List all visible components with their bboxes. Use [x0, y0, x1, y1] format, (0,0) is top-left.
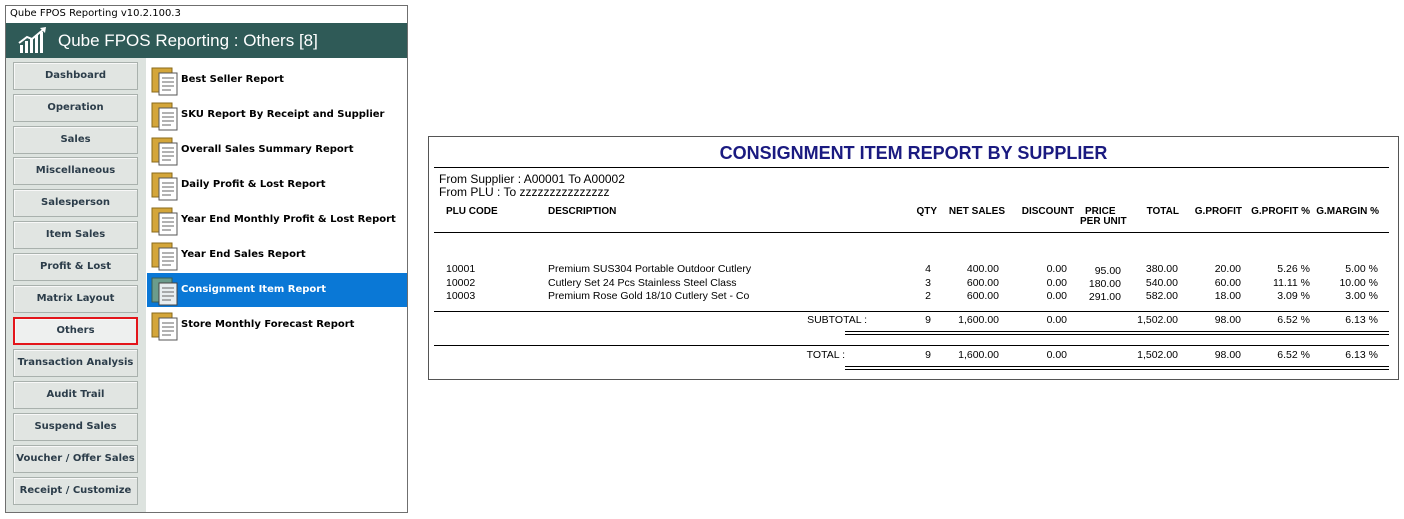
- cell-description: Premium Rose Gold 18/10 Cutlery Set - Co: [548, 290, 750, 302]
- sidebar-item-audit-trail[interactable]: Audit Trail: [13, 381, 138, 409]
- col-discount: DISCOUNT: [1021, 206, 1074, 217]
- report-item-consignment-item[interactable]: [147, 273, 407, 307]
- sidebar-item-receipt-customize[interactable]: Receipt / Customize: [13, 477, 138, 505]
- sidebar-item-voucher-offer-sales[interactable]: Voucher / Offer Sales: [13, 445, 138, 473]
- report-label: Consignment Item Report: [181, 284, 326, 295]
- report-document-icon: [151, 276, 179, 306]
- sidebar-item-sales[interactable]: Sales: [13, 126, 138, 154]
- cell-gmargin-pct: 3.00 %: [1345, 290, 1378, 302]
- subtotal-gprofit: 98.00: [1214, 314, 1241, 326]
- cell-total: 540.00: [1145, 277, 1178, 289]
- report-preview: [428, 136, 1399, 380]
- filter-supplier: From Supplier : A00001 To A00002: [439, 172, 625, 186]
- subtotal-discount: 0.00: [1046, 314, 1067, 326]
- sidebar-item-others[interactable]: Others: [13, 317, 138, 345]
- report-list: [147, 58, 407, 512]
- report-label: SKU Report By Receipt and Supplier: [181, 109, 385, 120]
- subtotal-double-rule-1: [845, 331, 1389, 332]
- col-plu-code: PLU CODE: [446, 206, 498, 217]
- report-item-daily-profit-lost[interactable]: [147, 168, 407, 202]
- title-divider: [434, 167, 1389, 168]
- total-qty: 9: [925, 349, 931, 361]
- sidebar-item-suspend-sales[interactable]: Suspend Sales: [13, 413, 138, 441]
- cell-description: Premium SUS304 Portable Outdoor Cutlery: [548, 263, 752, 275]
- col-gmargin-pct: G.MARGIN %: [1316, 206, 1379, 217]
- report-title: CONSIGNMENT ITEM REPORT BY SUPPLIER: [719, 143, 1108, 163]
- cell-gprofit: 60.00: [1214, 277, 1241, 289]
- total-gprofit: 98.00: [1214, 349, 1241, 361]
- total-gmargin-pct: 6.13 %: [1345, 349, 1378, 361]
- subtotal-qty: 9: [925, 314, 931, 326]
- col-price-per-unit: PER UNIT: [1080, 216, 1127, 227]
- page-title: Qube FPOS Reporting : Others [8]: [58, 31, 318, 50]
- cell-discount: 0.00: [1046, 290, 1067, 302]
- cell-plu: 10002: [446, 277, 476, 289]
- report-item-store-monthly-forecast[interactable]: [147, 308, 407, 342]
- cell-gmargin-pct: 10.00 %: [1339, 277, 1378, 289]
- total-gprofit-pct: 6.52 %: [1277, 349, 1310, 361]
- report-document-icon: [151, 66, 179, 96]
- col-net-sales: NET SALES: [948, 206, 1005, 217]
- sidebar-item-dashboard[interactable]: Dashboard: [13, 62, 138, 90]
- total-double-rule-1: [845, 366, 1389, 367]
- subtotal-label: SUBTOTAL :: [807, 314, 867, 326]
- report-label: Year End Monthly Profit & Lost Report: [181, 214, 396, 225]
- report-item-overall-sales-summary[interactable]: [147, 133, 407, 167]
- sidebar-item-operation[interactable]: Operation: [13, 94, 138, 122]
- report-label: Daily Profit & Lost Report: [181, 179, 326, 190]
- cell-net-sales: 600.00: [966, 277, 999, 289]
- report-document-icon: [151, 206, 179, 236]
- col-gprofit: G.PROFIT: [1194, 206, 1242, 217]
- sidebar: [6, 58, 146, 512]
- cell-price: 180.00: [1088, 278, 1121, 290]
- sidebar-item-profit-lost[interactable]: Profit & Lost: [13, 253, 138, 281]
- report-document-icon: [151, 241, 179, 271]
- subtotal-gmargin-pct: 6.13 %: [1345, 314, 1378, 326]
- report-document-icon: [151, 311, 179, 341]
- sidebar-item-matrix-layout[interactable]: Matrix Layout: [13, 285, 138, 313]
- cell-discount: 0.00: [1046, 277, 1067, 289]
- total-total: 1,502.00: [1137, 349, 1178, 361]
- cell-discount: 0.00: [1046, 263, 1067, 275]
- cell-gprofit: 20.00: [1214, 263, 1241, 275]
- subtotal-total: 1,502.00: [1137, 314, 1178, 326]
- col-qty: QTY: [916, 206, 937, 217]
- total-discount: 0.00: [1046, 349, 1067, 361]
- cell-gprofit-pct: 11.11 %: [1273, 277, 1310, 289]
- report-label: Store Monthly Forecast Report: [181, 319, 355, 330]
- cell-qty: 4: [925, 263, 931, 275]
- cell-price: 291.00: [1088, 291, 1121, 303]
- report-document-icon: [151, 136, 179, 166]
- col-price: PRICE: [1085, 206, 1116, 217]
- cell-gprofit: 18.00: [1214, 290, 1241, 302]
- col-total: TOTAL: [1146, 206, 1179, 217]
- report-item-best-seller[interactable]: [147, 63, 407, 97]
- report-item-sku-receipt-supplier[interactable]: [147, 98, 407, 132]
- cell-price: 95.00: [1094, 265, 1121, 277]
- total-label: TOTAL :: [806, 349, 845, 361]
- cell-gprofit-pct: 5.26 %: [1277, 263, 1310, 275]
- cell-description: Cutlery Set 24 Pcs Stainless Steel Class: [548, 277, 737, 289]
- header-divider: [434, 232, 1389, 233]
- total-double-rule-2: [845, 369, 1389, 370]
- col-description: DESCRIPTION: [548, 206, 617, 217]
- cell-net-sales: 600.00: [966, 290, 999, 302]
- cell-qty: 2: [925, 290, 931, 302]
- cell-net-sales: 400.00: [966, 263, 999, 275]
- cell-plu: 10003: [446, 290, 476, 302]
- subtotal-double-rule-2: [845, 334, 1389, 335]
- rows-divider: [434, 311, 1389, 312]
- total-net-sales: 1,600.00: [958, 349, 999, 361]
- sidebar-item-item-sales[interactable]: Item Sales: [13, 221, 138, 249]
- cell-plu: 10001: [446, 263, 476, 275]
- report-document-icon: [151, 171, 179, 201]
- sidebar-item-salesperson[interactable]: Salesperson: [13, 189, 138, 217]
- cell-total: 380.00: [1145, 263, 1178, 275]
- report-item-year-end-sales[interactable]: [147, 238, 407, 272]
- cell-qty: 3: [925, 277, 931, 289]
- report-label: Overall Sales Summary Report: [181, 144, 354, 155]
- cell-gprofit-pct: 3.09 %: [1277, 290, 1310, 302]
- cell-total: 582.00: [1145, 290, 1178, 302]
- app-header: [6, 23, 407, 58]
- total-divider: [434, 345, 1389, 346]
- report-document-icon: [151, 101, 179, 131]
- app-window: [5, 5, 408, 513]
- cell-gmargin-pct: 5.00 %: [1345, 263, 1378, 275]
- window-title: Qube FPOS Reporting v10.2.100.3: [6, 6, 407, 22]
- report-label: Year End Sales Report: [181, 249, 306, 260]
- subtotal-net-sales: 1,600.00: [958, 314, 999, 326]
- filter-plu: From PLU : To zzzzzzzzzzzzzzz: [439, 185, 610, 199]
- sidebar-item-transaction-analysis[interactable]: Transaction Analysis: [13, 349, 138, 377]
- report-item-year-end-monthly-profit-lost[interactable]: [147, 203, 407, 237]
- subtotal-gprofit-pct: 6.52 %: [1277, 314, 1310, 326]
- chart-growth-icon: [18, 27, 48, 55]
- sidebar-item-miscellaneous[interactable]: Miscellaneous: [13, 157, 138, 185]
- report-label: Best Seller Report: [181, 74, 284, 85]
- col-gprofit-pct: G.PROFIT %: [1251, 206, 1310, 217]
